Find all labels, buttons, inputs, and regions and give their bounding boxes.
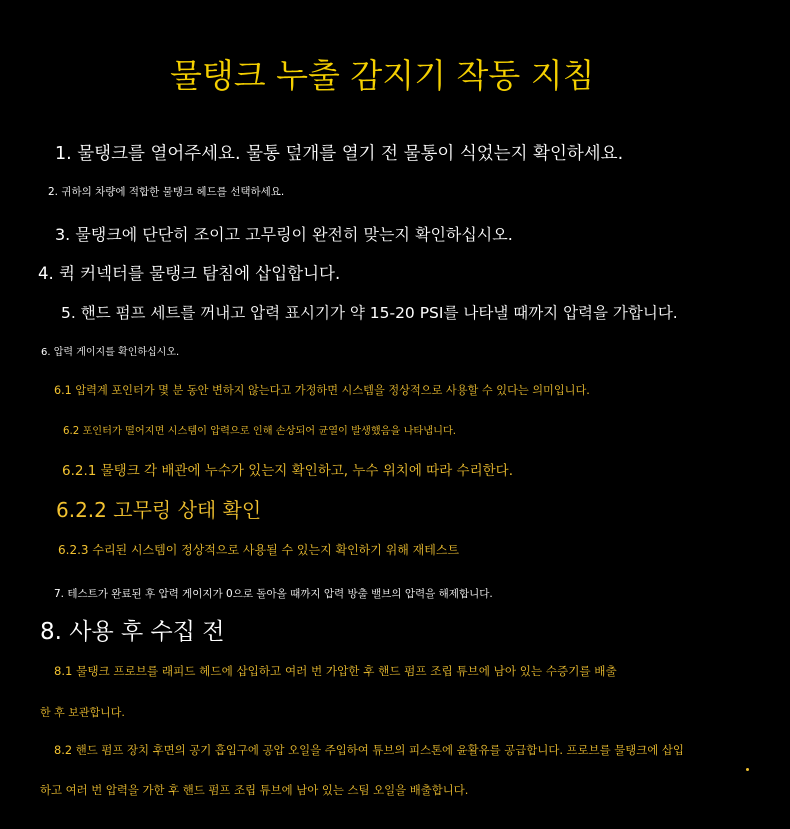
page-title: 물탱크 누출 감지기 작동 지침 xyxy=(170,56,595,95)
instruction-line-4: 4. 퀵 커넥터를 물탱크 탐침에 삽입합니다. xyxy=(38,264,341,283)
instruction-line-8-2: 8.2 핸드 펌프 장치 후면의 공기 흡입구에 공압 오일을 주입하여 튜브의 피스톤에 윤활유를 공급합니다. 프로브를 물탱크에 삽입 xyxy=(54,743,684,757)
instruction-line-5: 5. 핸드 펌프 세트를 꺼내고 압력 표시기가 약 15-20 PSI를 나타낼 때까지 압력을 가합니다. xyxy=(61,304,678,322)
instruction-line-6-1: 6.1 압력계 포인터가 몇 분 동안 변하지 않는다고 가정하면 시스템을 정상적으로 사용할 수 있다는 의미입니다. xyxy=(54,384,590,397)
instruction-line-2: 2. 귀하의 차량에 적합한 물탱크 헤드를 선택하세요. xyxy=(48,186,285,198)
instruction-line-6-2-3: 6.2.3 수리된 시스템이 정상적으로 사용될 수 있는지 확인하기 위해 재테스트 xyxy=(58,543,460,557)
instruction-line-8-2-cont: 하고 여러 번 압력을 가한 후 핸드 펌프 조립 튜브에 남아 있는 스팀 오일을 배출합니다. xyxy=(40,783,469,797)
instruction-line-6: 6. 압력 게이지를 확인하십시오. xyxy=(41,347,180,358)
section-heading-8: 8. 사용 후 수집 전 xyxy=(40,619,225,645)
instruction-line-6-2-1: 6.2.1 물탱크 각 배관에 누수가 있는지 확인하고, 누수 위치에 따라 수리한다. xyxy=(62,463,513,479)
stray-dot xyxy=(746,768,749,771)
instruction-line-8-1: 8.1 물탱크 프로브를 래피드 헤드에 삽입하고 여러 번 가압한 후 핸드 펌프 조립 튜브에 남아 있는 수증기를 배출 xyxy=(54,664,617,678)
instruction-line-7: 7. 테스트가 완료된 후 압력 게이지가 0으로 돌아올 때까지 압력 방출 밸브의 압력을 해제합니다. xyxy=(54,588,493,600)
instruction-line-6-2-2: 6.2.2 고무링 상태 확인 xyxy=(56,498,262,522)
instruction-line-1: 1. 물탱크를 열어주세요. 물통 덮개를 열기 전 물통이 식었는지 확인하세요. xyxy=(55,144,624,164)
instruction-line-6-2: 6.2 포인터가 떨어지면 시스템이 압력으로 인해 손상되어 균열이 발생했음을 나타냅니다. xyxy=(63,426,457,437)
instruction-line-3: 3. 물탱크에 단단히 조이고 고무링이 완전히 맞는지 확인하십시오. xyxy=(55,225,513,244)
instruction-line-8-1-cont: 한 후 보관합니다. xyxy=(40,706,125,719)
